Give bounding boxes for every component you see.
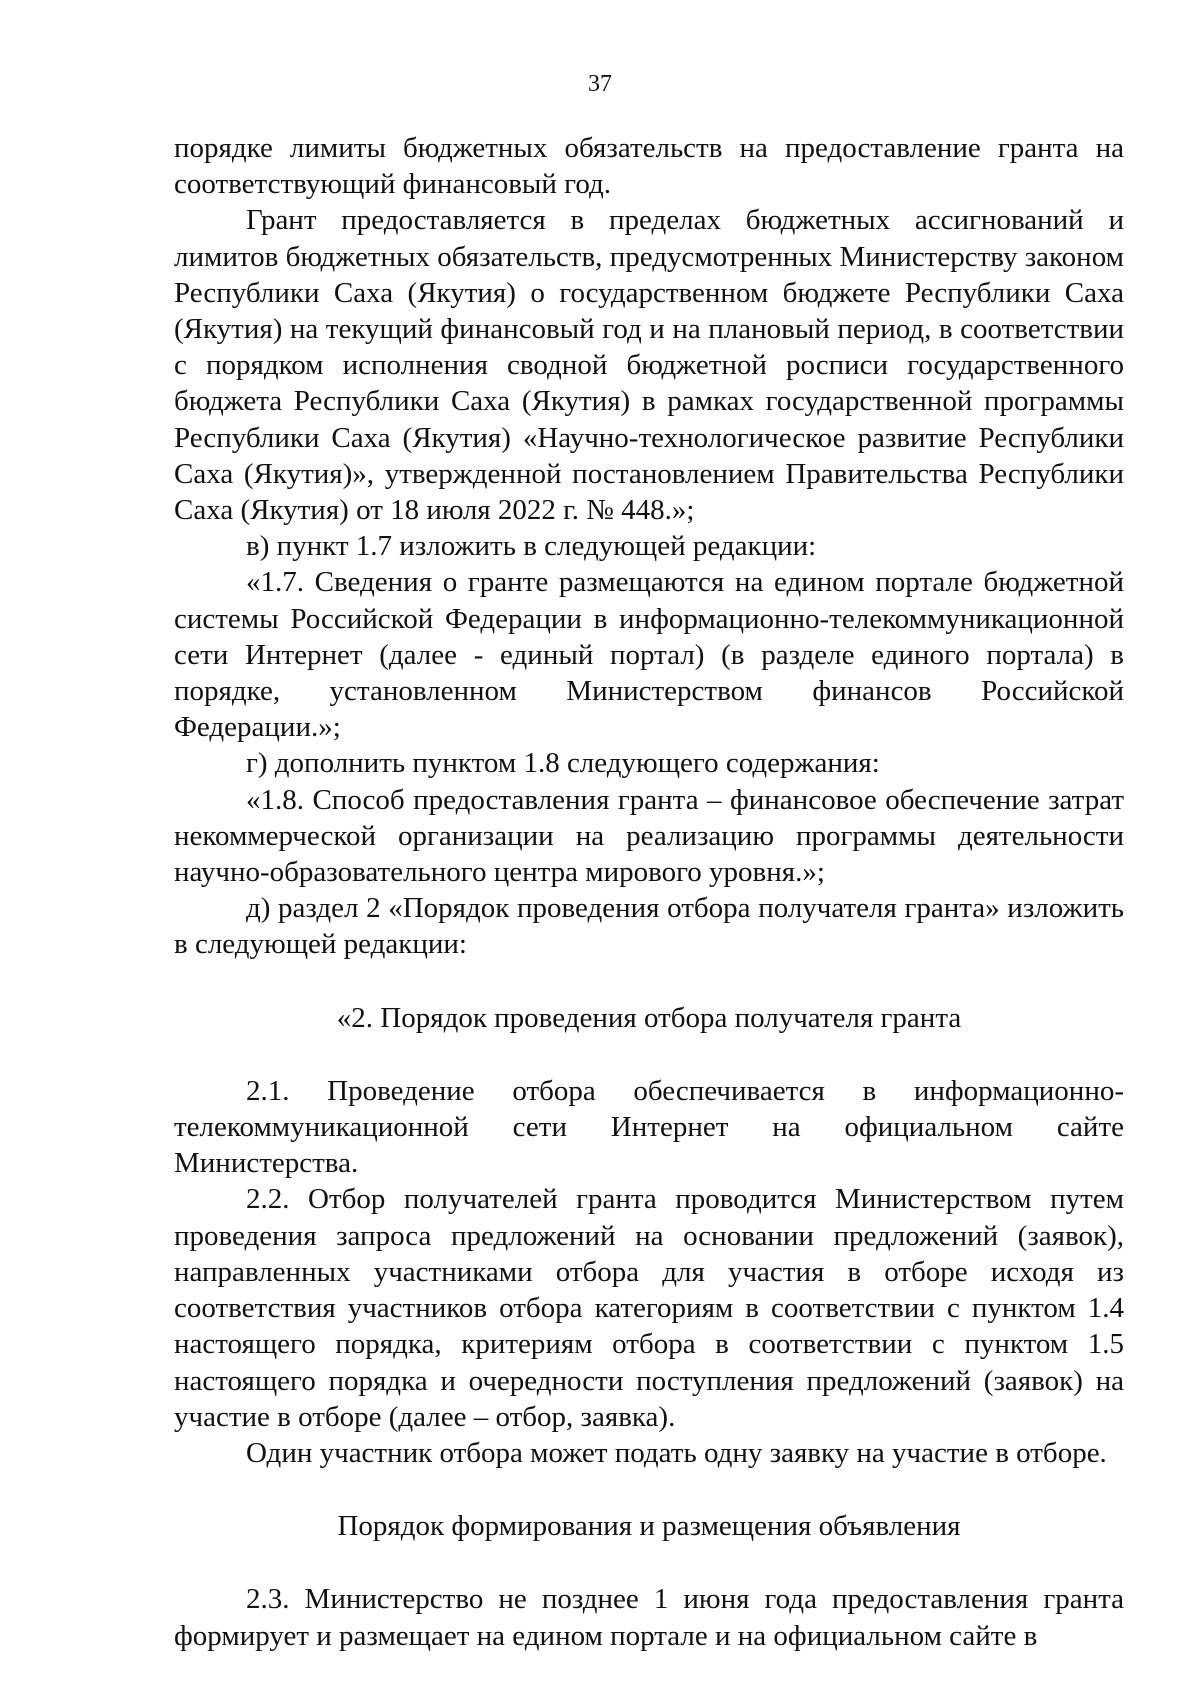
paragraph-one-application: Один участник отбора может подать одну заявку на участие в отборе. [246, 1436, 1107, 1469]
paragraph-item-d: д) раздел 2 «Порядок проведения отбора получателя гранта» изложить в следующей редакции: [174, 892, 1124, 961]
paragraph-budget-limits: порядке лимиты бюджетных обязательств на предоставление гранта на соответствующий финансовый год. [174, 132, 1124, 201]
document-body [174, 130, 1124, 1654]
page-number: 37 [588, 71, 612, 97]
paragraph-clause-1-7: «1.7. Сведения о гранте размещаются на едином портале бюджетной системы Российской Федерации в информационно-телекоммуникационной сети Интернет (далее - единый портал) (в разделе единого портала) в порядке, установленном Министерством финансов Российской Федерации.»; [174, 566, 1124, 744]
section-heading-announcement: Порядок формирования и размещения объявления [337, 1510, 961, 1543]
paragraph-clause-1-8: «1.8. Способ предоставления гранта – финансовое обеспечение затрат некоммерческой организации на реализацию программы деятельности научно-образовательного центра мирового уровня.»; [174, 783, 1124, 889]
paragraph-clause-2-3: 2.3. Министерство не позднее 1 июня года предоставления гранта формирует и размещает на едином портале и на официальном сайте в [174, 1583, 1124, 1652]
paragraph-clause-2-2: 2.2. Отбор получателей гранта проводится Министерством путем проведения запроса предложений на основании предложений (заявок), направленных участниками отбора для участия в отборе исходя из соответствия участников отбора категориям в соответствии с пунктом 1.4 настоящего порядка, критериям отбора в соответствии с пунктом 1.5 настоящего порядка и очередности поступления предложений (заявок) на участие в отборе (далее – отбор, заявка). [174, 1183, 1124, 1433]
paragraph-clause-2-1: 2.1. Проведение отбора обеспечивается в информационно-телекоммуникационной сети Интернет на официальном сайте Министерства. [174, 1074, 1124, 1180]
paragraph-item-v: в) пункт 1.7 изложить в следующей редакции: [246, 530, 817, 563]
paragraph-grant-provision: Грант предоставляется в пределах бюджетных ассигнований и лимитов бюджетных обязательств, предусмотренных Министерству законом Республики Саха (Якутия) о государственном бюджете Республики Саха (Якутия) на текущий финансовый год и на плановый период, в соответствии с порядком исполнения сводной бюджетной росписи государственного бюджета Республики Саха (Якутия) в рамках государственной программы Республики Саха (Якутия) «Научно-технологическое развитие Республики Саха (Якутия)», утвержденной постановлением Правительства Республики Саха (Якутия) от 18 июля 2022 г. № 448.»; [174, 204, 1124, 527]
section-heading-selection-procedure: «2. Порядок проведения отбора получателя гранта [336, 1001, 962, 1034]
paragraph-item-g: г) дополнить пунктом 1.8 следующего содержания: [246, 747, 880, 780]
